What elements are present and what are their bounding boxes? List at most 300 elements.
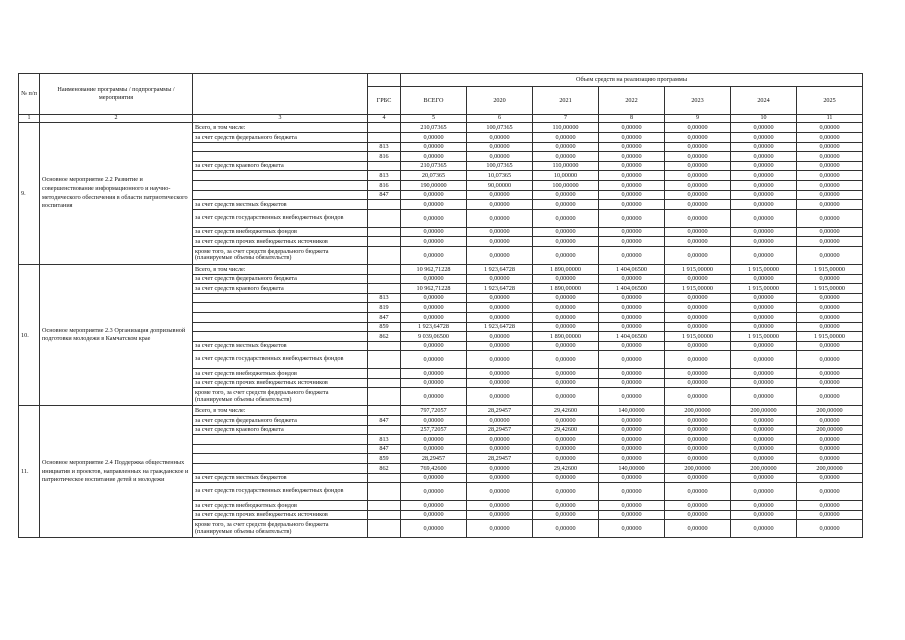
total-value: 0,00000 xyxy=(401,237,467,247)
year-value: 0,00000 xyxy=(665,416,731,426)
year-value: 0,00000 xyxy=(467,209,533,227)
header-number: № п/п xyxy=(19,74,40,115)
table-body xyxy=(19,74,863,538)
grbs-code: 813 xyxy=(368,293,401,303)
year-value: 0,00000 xyxy=(599,312,665,322)
year-value: 1 890,00000 xyxy=(533,264,599,274)
funding-source: за счет средств краевого бюджета xyxy=(193,161,368,171)
year-value: 0,00000 xyxy=(533,322,599,332)
funding-source xyxy=(193,171,368,181)
year-value: 1 915,00000 xyxy=(665,332,731,342)
year-value: 0,00000 xyxy=(467,293,533,303)
year-value: 0,00000 xyxy=(731,237,797,247)
year-value: 0,00000 xyxy=(599,274,665,284)
year-value: 0,00000 xyxy=(731,123,797,133)
year-value: 200,00000 xyxy=(665,406,731,416)
funding-source: за счет средств внебюджетных фондов xyxy=(193,501,368,511)
year-value: 0,00000 xyxy=(467,464,533,474)
total-value: 0,00000 xyxy=(401,312,467,322)
year-value: 0,00000 xyxy=(731,341,797,351)
year-value: 0,00000 xyxy=(467,369,533,379)
year-value: 0,00000 xyxy=(467,501,533,511)
year-value: 0,00000 xyxy=(797,161,863,171)
total-value: 0,00000 xyxy=(401,303,467,313)
year-value: 0,00000 xyxy=(467,483,533,501)
year-value: 0,00000 xyxy=(731,133,797,143)
year-value: 0,00000 xyxy=(467,227,533,237)
year-value: 0,00000 xyxy=(599,303,665,313)
year-value: 0,00000 xyxy=(467,152,533,162)
year-value: 0,00000 xyxy=(665,171,731,181)
year-value: 0,00000 xyxy=(467,341,533,351)
grbs-code xyxy=(368,378,401,388)
year-value: 0,00000 xyxy=(599,388,665,406)
funding-source: за счет средств прочих внебюджетных источников xyxy=(193,510,368,520)
total-value: 0,00000 xyxy=(401,388,467,406)
header-total: ВСЕГО xyxy=(401,87,467,115)
year-value: 1 915,00000 xyxy=(731,264,797,274)
funding-source xyxy=(193,142,368,152)
total-value: 0,00000 xyxy=(401,142,467,152)
year-value: 0,00000 xyxy=(797,274,863,284)
year-value: 0,00000 xyxy=(665,274,731,284)
year-value: 0,00000 xyxy=(467,200,533,210)
grbs-code xyxy=(368,510,401,520)
year-value: 29,42600 xyxy=(533,406,599,416)
year-value: 0,00000 xyxy=(797,454,863,464)
table-row xyxy=(19,264,863,274)
year-value: 0,00000 xyxy=(533,378,599,388)
year-value: 0,00000 xyxy=(467,520,533,538)
year-value: 0,00000 xyxy=(599,142,665,152)
year-value: 1 923,64728 xyxy=(467,322,533,332)
year-value: 0,00000 xyxy=(665,227,731,237)
total-value: 0,00000 xyxy=(401,190,467,200)
total-value: 0,00000 xyxy=(401,435,467,445)
measure-name: Основное мероприятие 2.2 Развитие и совершенствование информационного и научно-методического обеспечения в области патриотического воспитания xyxy=(40,123,193,265)
total-value: 0,00000 xyxy=(401,152,467,162)
grbs-code xyxy=(368,284,401,294)
year-value: 0,00000 xyxy=(599,152,665,162)
column-number: 8 xyxy=(599,115,665,123)
year-value: 200,00000 xyxy=(731,406,797,416)
year-value: 0,00000 xyxy=(599,454,665,464)
year-value: 0,00000 xyxy=(467,332,533,342)
year-value: 0,00000 xyxy=(731,454,797,464)
year-value: 0,00000 xyxy=(797,444,863,454)
year-value: 0,00000 xyxy=(533,237,599,247)
funding-source: за счет средств государственных внебюджетных фондов xyxy=(193,483,368,501)
year-value: 0,00000 xyxy=(797,123,863,133)
year-value: 0,00000 xyxy=(467,312,533,322)
grbs-code: 847 xyxy=(368,444,401,454)
grbs-code: 816 xyxy=(368,152,401,162)
funding-source: кроме того, за счет средств федерального бюджета (планируемые объемы обязательств) xyxy=(193,520,368,538)
year-value: 0,00000 xyxy=(797,246,863,264)
header-row-numbers xyxy=(19,115,863,123)
year-value: 0,00000 xyxy=(665,435,731,445)
year-value: 1 923,64728 xyxy=(467,264,533,274)
year-value: 28,29457 xyxy=(467,425,533,435)
year-value: 0,00000 xyxy=(797,341,863,351)
grbs-code xyxy=(368,133,401,143)
year-value: 0,00000 xyxy=(533,341,599,351)
year-value: 1 915,00000 xyxy=(797,284,863,294)
year-value: 0,00000 xyxy=(467,246,533,264)
year-value: 0,00000 xyxy=(599,293,665,303)
year-value: 0,00000 xyxy=(467,473,533,483)
year-value: 1 915,00000 xyxy=(731,284,797,294)
year-value: 0,00000 xyxy=(731,171,797,181)
year-value: 0,00000 xyxy=(533,369,599,379)
year-value: 1 923,64728 xyxy=(467,284,533,294)
year-value: 0,00000 xyxy=(731,435,797,445)
grbs-code xyxy=(368,123,401,133)
header-year: 2025 xyxy=(797,87,863,115)
header-year: 2022 xyxy=(599,87,665,115)
column-number: 4 xyxy=(368,115,401,123)
funding-source: за счет средств внебюджетных фондов xyxy=(193,369,368,379)
total-value: 0,00000 xyxy=(401,520,467,538)
year-value: 0,00000 xyxy=(797,209,863,227)
year-value: 1 404,06500 xyxy=(599,284,665,294)
year-value: 0,00000 xyxy=(467,133,533,143)
header-year: 2024 xyxy=(731,87,797,115)
grbs-code xyxy=(368,425,401,435)
financing-table xyxy=(18,73,863,538)
year-value: 1 404,06500 xyxy=(599,264,665,274)
year-value: 0,00000 xyxy=(797,133,863,143)
year-value: 200,00000 xyxy=(797,425,863,435)
grbs-code: 813 xyxy=(368,435,401,445)
grbs-code: 819 xyxy=(368,303,401,313)
year-value: 0,00000 xyxy=(797,501,863,511)
funding-source xyxy=(193,435,368,445)
year-value: 1 915,00000 xyxy=(797,332,863,342)
year-value: 0,00000 xyxy=(731,520,797,538)
year-value: 0,00000 xyxy=(731,190,797,200)
header-financing-group: Объем средств на реализацию программы xyxy=(401,74,863,87)
year-value: 0,00000 xyxy=(599,416,665,426)
total-value: 0,00000 xyxy=(401,501,467,511)
year-value: 29,42600 xyxy=(533,425,599,435)
year-value: 0,00000 xyxy=(797,388,863,406)
year-value: 0,00000 xyxy=(665,454,731,464)
year-value: 0,00000 xyxy=(533,142,599,152)
year-value: 0,00000 xyxy=(797,152,863,162)
year-value: 0,00000 xyxy=(731,312,797,322)
grbs-code xyxy=(368,473,401,483)
grbs-code: 847 xyxy=(368,312,401,322)
year-value: 0,00000 xyxy=(599,510,665,520)
year-value: 0,00000 xyxy=(665,293,731,303)
year-value: 29,42600 xyxy=(533,464,599,474)
year-value: 1 915,00000 xyxy=(797,264,863,274)
year-value: 0,00000 xyxy=(467,435,533,445)
year-value: 1 915,00000 xyxy=(665,284,731,294)
year-value: 0,00000 xyxy=(665,237,731,247)
funding-source xyxy=(193,303,368,313)
grbs-code: 859 xyxy=(368,322,401,332)
total-value: 0,00000 xyxy=(401,341,467,351)
year-value: 0,00000 xyxy=(467,388,533,406)
year-value: 0,00000 xyxy=(665,123,731,133)
total-value: 0,00000 xyxy=(401,133,467,143)
year-value: 110,00000 xyxy=(533,123,599,133)
column-number: 3 xyxy=(193,115,368,123)
year-value: 0,00000 xyxy=(467,274,533,284)
grbs-code xyxy=(368,351,401,369)
year-value: 0,00000 xyxy=(665,483,731,501)
grbs-code xyxy=(368,341,401,351)
total-value: 257,72057 xyxy=(401,425,467,435)
year-value: 0,00000 xyxy=(533,133,599,143)
grbs-code xyxy=(368,200,401,210)
year-value: 0,00000 xyxy=(731,369,797,379)
grbs-code xyxy=(368,483,401,501)
year-value: 0,00000 xyxy=(665,152,731,162)
year-value: 0,00000 xyxy=(731,274,797,284)
year-value: 0,00000 xyxy=(797,510,863,520)
column-number: 11 xyxy=(797,115,863,123)
year-value: 0,00000 xyxy=(599,133,665,143)
year-value: 0,00000 xyxy=(599,444,665,454)
header-year: 2021 xyxy=(533,87,599,115)
row-number: 10. xyxy=(19,264,40,406)
year-value: 0,00000 xyxy=(797,293,863,303)
year-value: 0,00000 xyxy=(599,180,665,190)
year-value: 10,07365 xyxy=(467,171,533,181)
total-value: 0,00000 xyxy=(401,510,467,520)
year-value: 0,00000 xyxy=(467,416,533,426)
year-value: 0,00000 xyxy=(731,142,797,152)
table-row xyxy=(19,123,863,133)
year-value: 0,00000 xyxy=(665,190,731,200)
row-number: 9. xyxy=(19,123,40,265)
funding-source: за счет средств прочих внебюджетных источников xyxy=(193,237,368,247)
total-value: 0,00000 xyxy=(401,274,467,284)
year-value: 200,00000 xyxy=(731,464,797,474)
year-value: 0,00000 xyxy=(731,425,797,435)
funding-source: за счет средств федерального бюджета xyxy=(193,133,368,143)
year-value: 0,00000 xyxy=(533,501,599,511)
funding-source: за счет средств местных бюджетов xyxy=(193,200,368,210)
total-value: 0,00000 xyxy=(401,378,467,388)
year-value: 0,00000 xyxy=(797,369,863,379)
header-name: Наименование программы / подпрограммы / мероприятия xyxy=(40,74,193,115)
year-value: 28,29457 xyxy=(467,454,533,464)
grbs-code: 813 xyxy=(368,171,401,181)
measure-name: Основное мероприятие 2.4 Поддержка общественных инициатив и проектов, направленных на гражданское и патриотическое воспитание детей и молодежи xyxy=(40,406,193,538)
total-value: 0,00000 xyxy=(401,444,467,454)
grbs-code: 847 xyxy=(368,190,401,200)
year-value: 0,00000 xyxy=(665,322,731,332)
funding-source: за счет средств государственных внебюджетных фондов xyxy=(193,209,368,227)
year-value: 0,00000 xyxy=(665,200,731,210)
year-value: 0,00000 xyxy=(731,388,797,406)
year-value: 0,00000 xyxy=(797,142,863,152)
total-value: 0,00000 xyxy=(401,369,467,379)
year-value: 0,00000 xyxy=(665,369,731,379)
funding-source xyxy=(193,332,368,342)
year-value: 0,00000 xyxy=(797,180,863,190)
year-value: 0,00000 xyxy=(599,341,665,351)
funding-source: за счет средств государственных внебюджетных фондов xyxy=(193,351,368,369)
year-value: 0,00000 xyxy=(665,303,731,313)
year-value: 0,00000 xyxy=(533,190,599,200)
year-value: 0,00000 xyxy=(533,227,599,237)
year-value: 0,00000 xyxy=(533,520,599,538)
total-value: 0,00000 xyxy=(401,473,467,483)
year-value: 0,00000 xyxy=(533,293,599,303)
year-value: 0,00000 xyxy=(599,483,665,501)
year-value: 0,00000 xyxy=(467,142,533,152)
funding-source xyxy=(193,464,368,474)
year-value: 0,00000 xyxy=(599,246,665,264)
year-value: 0,00000 xyxy=(467,378,533,388)
header-grbs: ГРБС xyxy=(368,87,401,115)
year-value: 0,00000 xyxy=(797,171,863,181)
year-value: 0,00000 xyxy=(599,123,665,133)
year-value: 0,00000 xyxy=(533,246,599,264)
row-number: 11. xyxy=(19,406,40,538)
year-value: 0,00000 xyxy=(731,322,797,332)
year-value: 0,00000 xyxy=(533,351,599,369)
funding-source: за счет средств местных бюджетов xyxy=(193,341,368,351)
funding-source xyxy=(193,312,368,322)
funding-source xyxy=(193,444,368,454)
year-value: 0,00000 xyxy=(467,351,533,369)
year-value: 0,00000 xyxy=(599,369,665,379)
funding-source xyxy=(193,180,368,190)
column-number: 7 xyxy=(533,115,599,123)
year-value: 0,00000 xyxy=(665,473,731,483)
year-value: 0,00000 xyxy=(533,473,599,483)
year-value: 0,00000 xyxy=(533,209,599,227)
year-value: 0,00000 xyxy=(731,473,797,483)
year-value: 0,00000 xyxy=(599,501,665,511)
year-value: 100,00000 xyxy=(533,180,599,190)
year-value: 0,00000 xyxy=(599,425,665,435)
year-value: 0,00000 xyxy=(665,312,731,322)
year-value: 0,00000 xyxy=(665,501,731,511)
grbs-code xyxy=(368,520,401,538)
year-value: 0,00000 xyxy=(731,180,797,190)
total-value: 210,07365 xyxy=(401,161,467,171)
grbs-code: 816 xyxy=(368,180,401,190)
total-value: 0,00000 xyxy=(401,246,467,264)
funding-source: за счет средств местных бюджетов xyxy=(193,473,368,483)
total-value: 0,00000 xyxy=(401,483,467,501)
funding-source xyxy=(193,152,368,162)
year-value: 0,00000 xyxy=(665,180,731,190)
column-number: 1 xyxy=(19,115,40,123)
year-value: 0,00000 xyxy=(533,388,599,406)
funding-source xyxy=(193,293,368,303)
grbs-code xyxy=(368,237,401,247)
total-value: 0,00000 xyxy=(401,293,467,303)
year-value: 0,00000 xyxy=(731,200,797,210)
total-value: 797,72057 xyxy=(401,406,467,416)
header-year: 2020 xyxy=(467,87,533,115)
year-value: 0,00000 xyxy=(533,312,599,322)
funding-source xyxy=(193,454,368,464)
grbs-code: 859 xyxy=(368,454,401,464)
year-value: 0,00000 xyxy=(731,378,797,388)
year-value: 0,00000 xyxy=(533,200,599,210)
column-number: 6 xyxy=(467,115,533,123)
funding-source: за счет средств краевого бюджета xyxy=(193,284,368,294)
year-value: 0,00000 xyxy=(599,351,665,369)
year-value: 0,00000 xyxy=(599,520,665,538)
year-value: 0,00000 xyxy=(731,351,797,369)
year-value: 0,00000 xyxy=(731,510,797,520)
year-value: 0,00000 xyxy=(797,351,863,369)
year-value: 0,00000 xyxy=(665,444,731,454)
grbs-code: 862 xyxy=(368,332,401,342)
year-value: 100,07365 xyxy=(467,123,533,133)
year-value: 0,00000 xyxy=(599,227,665,237)
total-value: 0,00000 xyxy=(401,200,467,210)
total-value: 190,00000 xyxy=(401,180,467,190)
grbs-code xyxy=(368,246,401,264)
year-value: 0,00000 xyxy=(599,209,665,227)
year-value: 0,00000 xyxy=(731,501,797,511)
year-value: 200,00000 xyxy=(797,406,863,416)
year-value: 0,00000 xyxy=(533,435,599,445)
year-value: 0,00000 xyxy=(599,435,665,445)
year-value: 140,00000 xyxy=(599,406,665,416)
year-value: 0,00000 xyxy=(731,416,797,426)
year-value: 0,00000 xyxy=(599,200,665,210)
year-value: 0,00000 xyxy=(797,227,863,237)
year-value: 0,00000 xyxy=(731,483,797,501)
year-value: 0,00000 xyxy=(665,520,731,538)
funding-source: за счет средств краевого бюджета xyxy=(193,425,368,435)
column-number: 10 xyxy=(731,115,797,123)
total-value: 0,00000 xyxy=(401,351,467,369)
funding-source: Всего, в том числе: xyxy=(193,264,368,274)
grbs-code: 862 xyxy=(368,464,401,474)
year-value: 10,00000 xyxy=(533,171,599,181)
total-value: 0,00000 xyxy=(401,227,467,237)
funding-source: за счет средств федерального бюджета xyxy=(193,274,368,284)
year-value: 0,00000 xyxy=(665,246,731,264)
year-value: 28,29457 xyxy=(467,406,533,416)
year-value: 0,00000 xyxy=(797,416,863,426)
year-value: 0,00000 xyxy=(665,510,731,520)
year-value: 0,00000 xyxy=(731,227,797,237)
year-value: 0,00000 xyxy=(533,454,599,464)
total-value: 0,00000 xyxy=(401,209,467,227)
year-value: 0,00000 xyxy=(731,152,797,162)
funding-source: кроме того, за счет средств федерального бюджета (планируемые объемы обязательств) xyxy=(193,388,368,406)
grbs-code: 847 xyxy=(368,416,401,426)
year-value: 0,00000 xyxy=(797,322,863,332)
grbs-code xyxy=(368,161,401,171)
total-value: 1 923,64728 xyxy=(401,322,467,332)
year-value: 0,00000 xyxy=(665,142,731,152)
year-value: 200,00000 xyxy=(665,464,731,474)
year-value: 0,00000 xyxy=(467,237,533,247)
year-value: 0,00000 xyxy=(797,190,863,200)
header-row-group xyxy=(19,74,863,87)
grbs-code xyxy=(368,501,401,511)
year-value: 0,00000 xyxy=(599,473,665,483)
column-number: 9 xyxy=(665,115,731,123)
grbs-code xyxy=(368,406,401,416)
year-value: 0,00000 xyxy=(467,190,533,200)
